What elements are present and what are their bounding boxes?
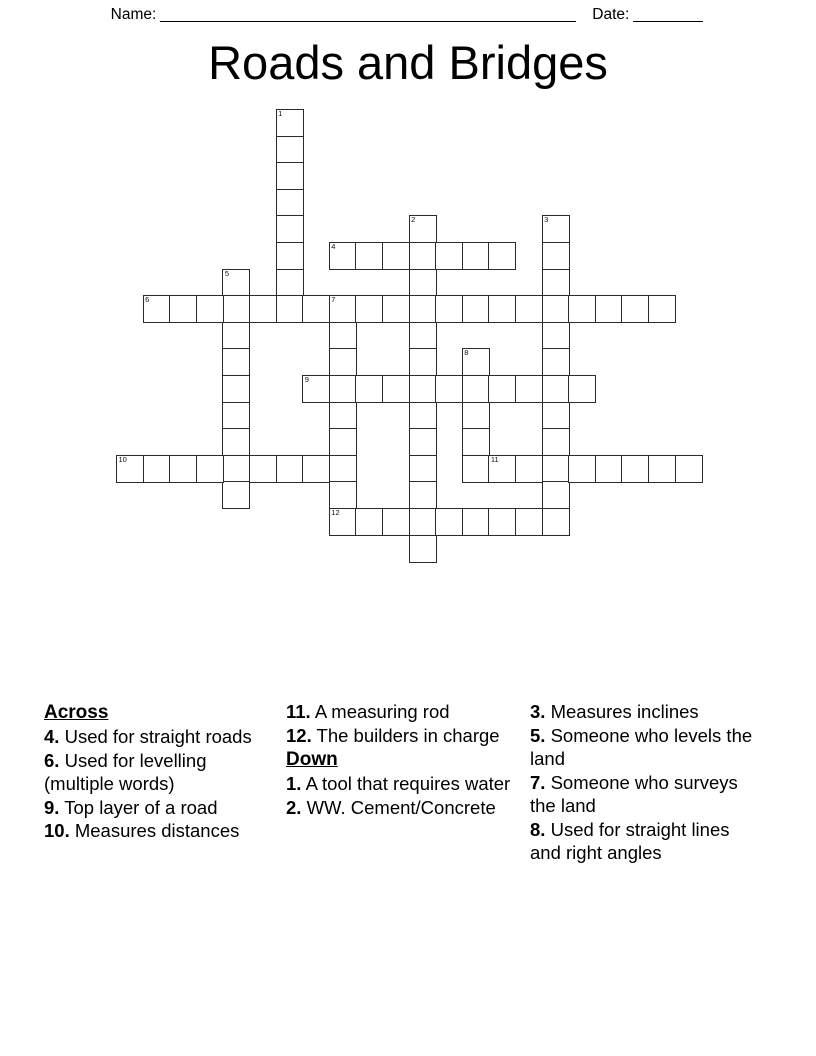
clue-across-9 xyxy=(44,796,276,820)
clue-number: 2. xyxy=(286,796,302,818)
clue-text: Measures inclines xyxy=(550,701,699,722)
clue-down-1 xyxy=(286,772,520,796)
clue-number: 4. xyxy=(44,726,60,747)
crossword-cell[interactable] xyxy=(222,428,250,456)
crossword-cell[interactable] xyxy=(462,242,490,270)
crossword-cell[interactable] xyxy=(409,455,437,483)
crossword-cell[interactable] xyxy=(542,455,570,483)
clue-column-1 xyxy=(44,700,286,843)
crossword-cell[interactable] xyxy=(542,508,570,536)
crossword-cell[interactable] xyxy=(462,295,490,323)
cell-number: 5 xyxy=(224,268,230,278)
crossword-cell[interactable] xyxy=(169,295,197,323)
crossword-cell[interactable] xyxy=(675,455,703,483)
crossword-cell[interactable] xyxy=(488,295,516,323)
clue-text: Someone who levels the land xyxy=(530,724,753,769)
clue-text: WW. Cement/Concrete xyxy=(306,796,496,818)
crossword-cell[interactable] xyxy=(116,455,144,483)
crossword-cell[interactable] xyxy=(276,109,304,137)
clue-number: 12. xyxy=(286,724,312,746)
clue-number: 6. xyxy=(44,749,60,771)
crossword-cell[interactable] xyxy=(276,136,304,164)
clue-across-6 xyxy=(44,749,276,796)
crossword-cell[interactable] xyxy=(488,508,516,536)
clue-text: Measures distances xyxy=(74,820,240,841)
cell-number: 8 xyxy=(464,348,469,358)
crossword-cell[interactable] xyxy=(621,455,649,483)
clue-down-8 xyxy=(530,818,762,865)
crossword-cell[interactable] xyxy=(143,295,171,323)
crossword-cell[interactable] xyxy=(329,481,357,509)
crossword-cell[interactable] xyxy=(276,189,304,217)
crossword-cell[interactable] xyxy=(409,242,437,270)
crossword-cell[interactable] xyxy=(409,295,437,323)
crossword-cell[interactable] xyxy=(382,242,410,270)
crossword-cell[interactable] xyxy=(568,295,596,323)
crossword-cell[interactable] xyxy=(462,375,490,403)
crossword-cell[interactable] xyxy=(462,508,490,536)
cell-number: 7 xyxy=(331,295,336,305)
crossword-cell[interactable] xyxy=(409,348,437,376)
crossword-cell[interactable] xyxy=(542,402,570,430)
crossword-cell[interactable] xyxy=(276,215,304,243)
crossword-cell[interactable] xyxy=(329,375,357,403)
crossword-cell[interactable] xyxy=(276,242,304,270)
crossword-cell[interactable] xyxy=(648,455,676,483)
crossword-cell[interactable] xyxy=(222,375,250,403)
crossword-cell[interactable] xyxy=(329,428,357,456)
cell-number: 10 xyxy=(118,454,127,464)
clue-across-12 xyxy=(286,724,520,748)
crossword-cell[interactable] xyxy=(621,295,649,323)
crossword-cell[interactable] xyxy=(462,455,490,483)
crossword-cell[interactable] xyxy=(355,508,383,536)
name-label: Name: xyxy=(110,6,157,24)
crossword-cell[interactable] xyxy=(542,322,570,350)
crossword-cell[interactable] xyxy=(595,455,623,483)
crossword-cell[interactable] xyxy=(409,215,437,243)
page-title: Roads and Bridges xyxy=(208,36,608,89)
date-label: Date: xyxy=(592,6,630,24)
crossword-cell[interactable] xyxy=(222,348,250,376)
crossword-cell[interactable] xyxy=(382,295,410,323)
crossword-cell[interactable] xyxy=(435,375,463,403)
crossword-cell[interactable] xyxy=(488,375,516,403)
clue-text: A measuring rod xyxy=(314,701,450,722)
clue-number: 11. xyxy=(286,701,311,722)
clue-number: 10. xyxy=(44,820,70,841)
across-heading: Across xyxy=(44,702,109,723)
crossword-cell[interactable] xyxy=(169,455,197,483)
crossword-cell[interactable] xyxy=(568,455,596,483)
crossword-cell[interactable] xyxy=(488,242,516,270)
crossword-cell[interactable] xyxy=(222,269,250,297)
crossword-cell[interactable] xyxy=(222,481,250,509)
crossword-cell[interactable] xyxy=(196,295,224,323)
down-heading: Down xyxy=(286,749,338,770)
crossword-cell[interactable] xyxy=(462,428,490,456)
crossword-cell[interactable] xyxy=(542,428,570,456)
crossword-cell[interactable] xyxy=(542,295,570,323)
crossword-cell[interactable] xyxy=(515,455,543,483)
crossword-cell[interactable] xyxy=(409,428,437,456)
crossword-cell[interactable] xyxy=(302,375,330,403)
clue-down-7 xyxy=(530,771,762,818)
crossword-cell[interactable] xyxy=(568,375,596,403)
crossword-cell[interactable] xyxy=(542,375,570,403)
cell-number: 6 xyxy=(145,295,150,305)
crossword-cell[interactable] xyxy=(409,269,437,297)
clue-across-11 xyxy=(286,700,520,724)
crossword-cell[interactable] xyxy=(249,295,277,323)
cell-number: 9 xyxy=(304,375,309,384)
crossword-cell[interactable] xyxy=(435,295,463,323)
crossword-cell[interactable] xyxy=(515,295,543,323)
crossword-cell[interactable] xyxy=(595,295,623,323)
cell-number: 11 xyxy=(490,454,499,464)
cell-number: 12 xyxy=(331,508,340,517)
clue-text: The builders in charge xyxy=(316,724,500,746)
crossword-cell[interactable] xyxy=(222,402,250,430)
crossword-cell[interactable] xyxy=(329,508,357,536)
crossword-cell[interactable] xyxy=(143,455,171,483)
crossword-cell[interactable] xyxy=(409,402,437,430)
crossword-cell[interactable] xyxy=(409,375,437,403)
clue-number: 1. xyxy=(286,773,302,794)
crossword-cell[interactable] xyxy=(515,508,543,536)
clue-number: 8. xyxy=(530,818,546,840)
crossword-cell[interactable] xyxy=(196,455,224,483)
crossword-cell[interactable] xyxy=(409,481,437,509)
crossword-cell[interactable] xyxy=(329,455,357,483)
clue-text: Used for straight roads xyxy=(64,726,252,747)
crossword-cell[interactable] xyxy=(222,295,250,323)
crossword-cell[interactable] xyxy=(409,535,437,563)
clue-column-2 xyxy=(286,700,530,819)
crossword-cell[interactable] xyxy=(435,242,463,270)
crossword-cell[interactable] xyxy=(355,295,383,323)
clue-column-3 xyxy=(530,700,772,865)
crossword-cell[interactable] xyxy=(515,375,543,403)
crossword-cell[interactable] xyxy=(276,295,304,323)
clue-text: A tool that requires water xyxy=(305,773,511,794)
crossword-cell[interactable] xyxy=(435,508,463,536)
clue-down-2 xyxy=(286,796,520,820)
cell-number: 2 xyxy=(411,215,416,225)
clue-text: Used for straight lines and right angles xyxy=(530,818,730,863)
crossword-cell[interactable] xyxy=(542,481,570,509)
clue-lists xyxy=(44,700,772,970)
crossword-cell[interactable] xyxy=(302,455,330,483)
cell-number: 4 xyxy=(331,242,336,251)
crossword-cell[interactable] xyxy=(355,375,383,403)
crossword-cell[interactable] xyxy=(542,215,570,243)
crossword-cell[interactable] xyxy=(648,295,676,323)
clue-text: Top layer of a road xyxy=(64,796,218,818)
clue-down-5 xyxy=(530,724,762,771)
crossword-cell[interactable] xyxy=(409,508,437,536)
crossword-cell[interactable] xyxy=(276,162,304,190)
crossword-cell[interactable] xyxy=(302,295,330,323)
clue-number: 7. xyxy=(530,771,546,793)
clue-number: 3. xyxy=(530,701,546,722)
crossword-cell[interactable] xyxy=(276,269,304,297)
crossword-cell[interactable] xyxy=(329,402,357,430)
crossword-cell[interactable] xyxy=(409,322,437,350)
crossword-cell[interactable] xyxy=(542,242,570,270)
cell-number: 1 xyxy=(278,109,283,118)
crossword-cell[interactable] xyxy=(462,348,490,376)
cell-number: 3 xyxy=(544,215,549,225)
crossword-cell[interactable] xyxy=(462,402,490,430)
clue-across-10 xyxy=(44,819,276,843)
clue-number: 9. xyxy=(44,796,60,818)
crossword-cell[interactable] xyxy=(542,348,570,376)
crossword-cell[interactable] xyxy=(382,375,410,403)
crossword-cell[interactable] xyxy=(329,295,357,323)
crossword-cell[interactable] xyxy=(329,242,357,270)
crossword-cell[interactable] xyxy=(382,508,410,536)
clue-text: Someone who surveys the land xyxy=(530,771,738,816)
clue-number: 5. xyxy=(530,724,546,746)
crossword-cell[interactable] xyxy=(249,455,277,483)
crossword-cell[interactable] xyxy=(355,242,383,270)
clue-down-3 xyxy=(530,700,762,724)
crossword-cell[interactable] xyxy=(276,455,304,483)
crossword-cell[interactable] xyxy=(488,455,516,483)
clue-text: Used for levelling (multiple words) xyxy=(44,749,207,794)
crossword-cell[interactable] xyxy=(222,455,250,483)
crossword-cell[interactable] xyxy=(222,322,250,350)
clue-across-4 xyxy=(44,725,276,749)
crossword-cell[interactable] xyxy=(329,348,357,376)
crossword-cell[interactable] xyxy=(329,322,357,350)
crossword-cell[interactable] xyxy=(542,269,570,297)
